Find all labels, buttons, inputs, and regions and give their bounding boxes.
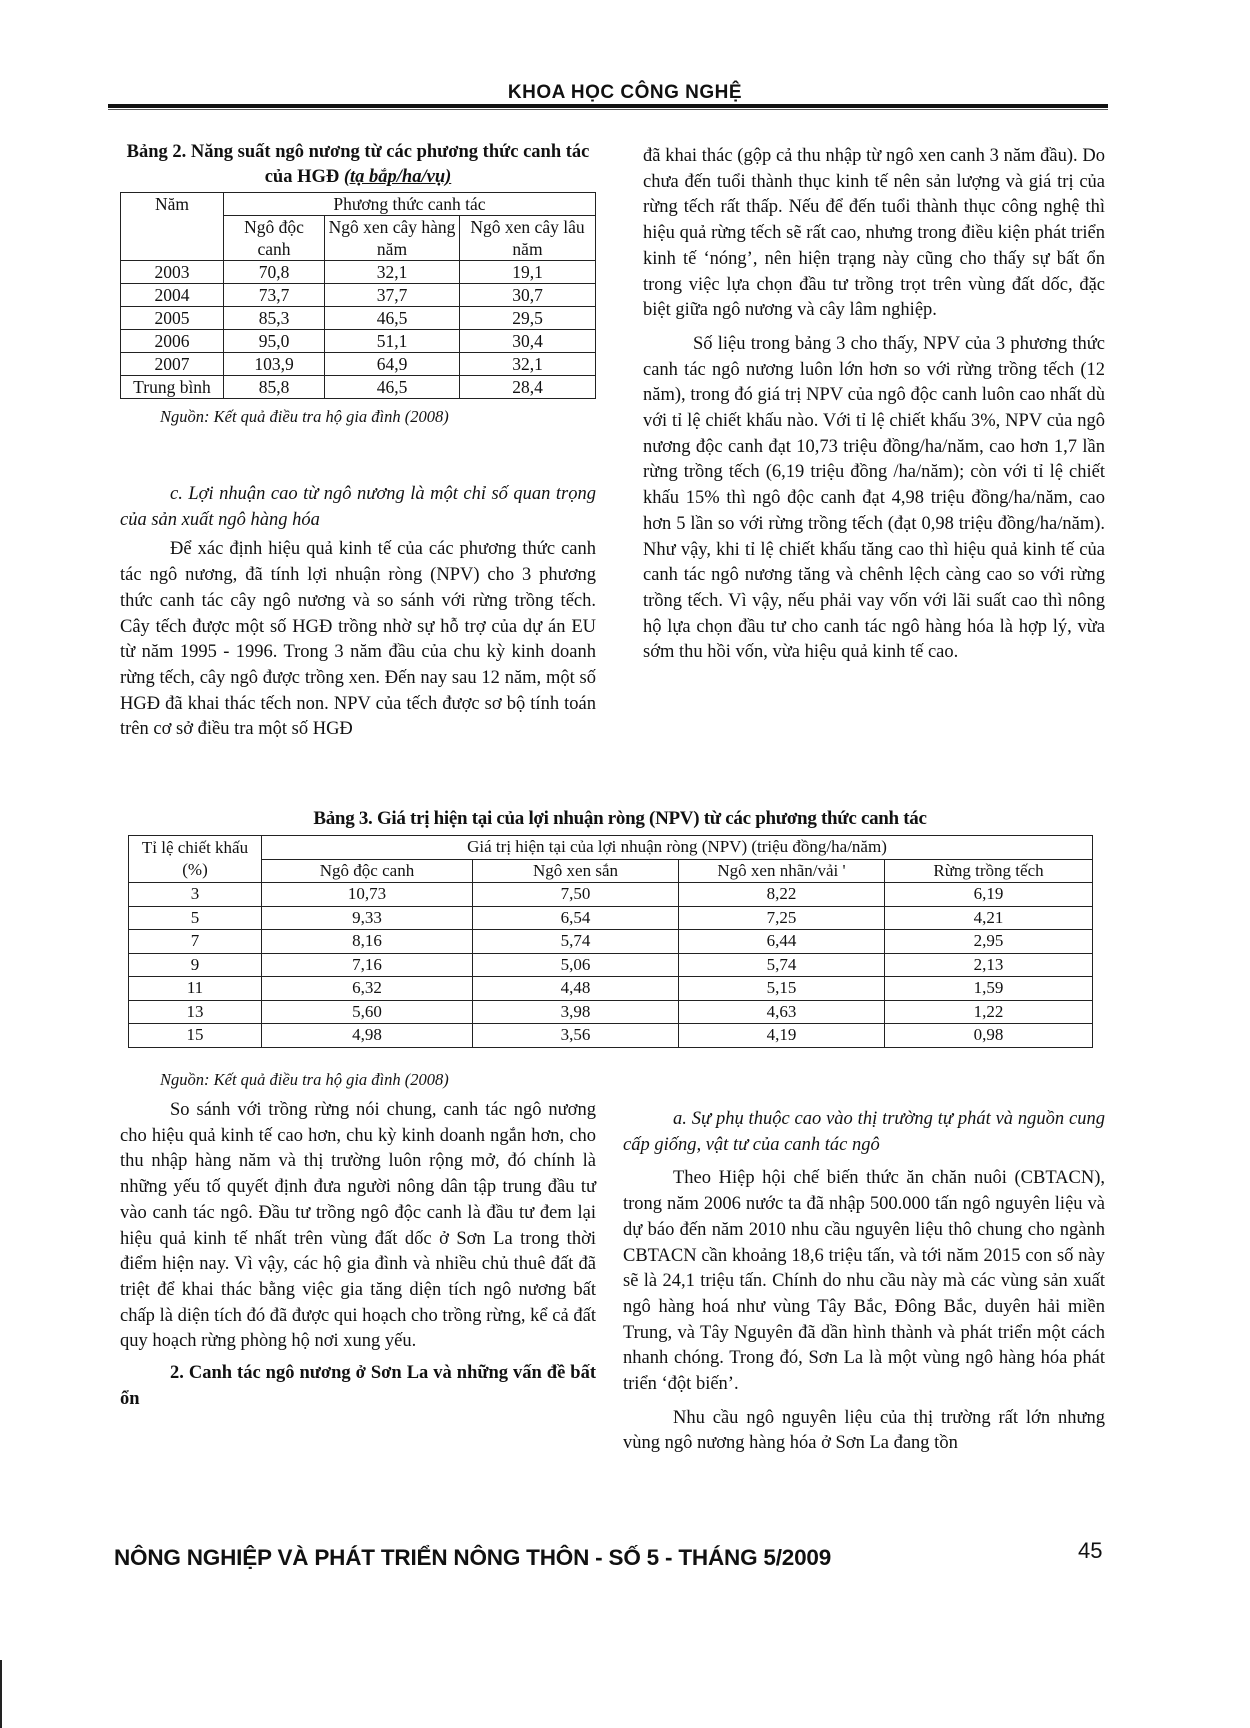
table2-value-cell: 30,4: [460, 330, 596, 353]
table2-year-cell: 2006: [121, 330, 224, 353]
table2-row: [121, 284, 596, 307]
table2-value-cell: 32,1: [460, 353, 596, 376]
right-column-upper: [643, 144, 1105, 666]
table3-row: [129, 953, 1093, 977]
table2-row: [121, 307, 596, 330]
table3: [128, 835, 1093, 1048]
table3-rate-cell: 7: [129, 930, 262, 954]
table3-value-cell: 1,22: [885, 1000, 1093, 1024]
table2-source: Nguồn: Kết quả điều tra hộ gia đình (2008): [160, 407, 449, 426]
left-column-lower: [120, 1098, 596, 1412]
table2-year-cell: 2003: [121, 261, 224, 284]
table2-unit: (tạ bắp/ha/vụ): [343, 167, 452, 187]
header-rule-thin: [108, 109, 1108, 110]
table2-value-cell: 37,7: [325, 284, 460, 307]
table3-value-cell: 5,60: [262, 1000, 473, 1024]
table3-value-cell: 4,98: [262, 1024, 473, 1048]
table3-caption: Bảng 3. Giá trị hiện tại của lợi nhuận ròng (NPV) từ các phương thức canh tác: [313, 808, 927, 829]
table3-value-cell: 7,50: [473, 883, 679, 907]
table2-header-year: Năm: [121, 193, 224, 261]
table2-value-cell: 103,9: [224, 353, 325, 376]
table2-value-cell: 85,8: [224, 376, 325, 399]
table2-year-cell: 2004: [121, 284, 224, 307]
journal-footer: NÔNG NGHIỆP VÀ PHÁT TRIỂN NÔNG THÔN - SỐ 5 - THÁNG 5/2009: [114, 1545, 832, 1570]
table3-value-cell: 8,16: [262, 930, 473, 954]
table3-row: [129, 906, 1093, 930]
table3-rate-cell: 11: [129, 977, 262, 1001]
header-rule: [108, 104, 1108, 108]
table2-value-cell: 70,8: [224, 261, 325, 284]
right-column-lower: [623, 1107, 1105, 1457]
table2-value-cell: 30,7: [460, 284, 596, 307]
table3-row: [129, 977, 1093, 1001]
left-column-upper: [120, 482, 596, 743]
table2-value-cell: 32,1: [325, 261, 460, 284]
table2-value-cell: 73,7: [224, 284, 325, 307]
table2-value-cell: 28,4: [460, 376, 596, 399]
table3-value-cell: 4,63: [679, 1000, 885, 1024]
subheading-c: c. Lợi nhuận cao từ ngô nương là một chỉ số quan trọng của sản xuất ngô hàng hóa: [120, 484, 596, 530]
table2: [120, 192, 596, 399]
table3-header-rate: Tỉ lệ chiết khấu (%): [129, 836, 262, 883]
table3-value-cell: 8,22: [679, 883, 885, 907]
paragraph: Nhu cầu ngô nguyên liệu của thị trường rất lớn nhưng vùng ngô nương hàng hóa ở Sơn La đang tồn: [623, 1407, 1105, 1454]
table2-caption: Bảng 2. Năng suất ngô nương từ các phương thức canh tác của HGĐ (tạ bắp/ha/vụ): [126, 142, 590, 187]
table3-value-cell: 2,13: [885, 953, 1093, 977]
table3-col-header: Ngô độc canh: [262, 859, 473, 883]
section-header: KHOA HỌC CÔNG NGHỆ: [507, 82, 743, 103]
table2-year-cell: Trung bình: [121, 376, 224, 399]
table3-value-cell: 6,19: [885, 883, 1093, 907]
table2-block: [120, 140, 596, 427]
table2-value-cell: 95,0: [224, 330, 325, 353]
table3-block: [128, 835, 1093, 1048]
table3-value-cell: 5,06: [473, 953, 679, 977]
table3-row: [129, 1000, 1093, 1024]
table2-year-cell: 2005: [121, 307, 224, 330]
table3-source: Nguồn: Kết quả điều tra hộ gia đình (2008): [160, 1070, 449, 1089]
table2-col-header: Ngô xen cây lâu năm: [460, 216, 596, 261]
table2-col-header: Ngô độc canh: [224, 216, 325, 261]
paragraph: So sánh với trồng rừng nói chung, canh tác ngô nương cho hiệu quả kinh tế cao hơn, chu kỳ kinh doanh ngắn hơn, cho thu nhập hàng năm và thị trường luôn rộng mở, đó chính là những yếu tố quyết định đưa người nông dân tập trung đầu tư vào canh tác ngô. Đầu tư trồng ngô độc canh là đầu tư đem lại hiệu quả kinh tế nhất trên vùng đất dốc ở Sơn La trong thời điểm hiện nay. Vì vậy, các hộ gia đình và nhiều chủ thuê đất đã triệt để khai thác bằng việc gia tăng diện tích ngô nương bất chấp là diện tích đó đã được qui hoạch cho trồng rừng, kể cả đất quy hoạch rừng phòng hộ nơi xung yếu.: [120, 1100, 596, 1352]
table2-row: [121, 376, 596, 399]
subheading-a: a. Sự phụ thuộc cao vào thị trường tự phát và nguồn cung cấp giống, vật tư của canh tác ngô: [623, 1109, 1105, 1155]
table3-row: [129, 1024, 1093, 1048]
table2-col-header: Ngô xen cây hàng năm: [325, 216, 460, 261]
table3-rate-cell: 5: [129, 906, 262, 930]
table3-row: [129, 930, 1093, 954]
paragraph: Số liệu trong bảng 3 cho thấy, NPV của 3 phương thức canh tác ngô nương luôn lớn hơn so với rừng trồng tếch (12 năm), trong đó giá trị NPV của ngô độc canh luôn cao nhất dù với tỉ lệ chiết khấu nào. Với tỉ lệ chiết khấu 3%, NPV của ngô nương độc canh đạt 10,73 triệu đồng/ha/năm, cao hơn 1,7 lần rừng trồng tếch (6,19 triệu đồng /ha/năm); còn với tỉ lệ chiết khấu 15% thì ngô độc canh đạt 4,98 triệu đồng/ha/năm, cao hơn 5 lần so với rừng trồng tếch (đạt 0,98 triệu đồng/ha/năm). Như vậy, khi tỉ lệ chiết khấu tăng cao thì hiệu quả kinh tế của canh tác ngô nương tăng và chênh lệch càng cao so với rừng trồng tếch. Vì vậy, nếu phải vay vốn với lãi suất cao thì nông hộ lựa chọn đầu tư cho canh tác ngô hàng hóa là hợp lý, vừa sớm thu hồi vốn, vừa hiệu quả kinh tế cao.: [643, 333, 1105, 663]
page-number: 45: [1078, 1538, 1103, 1563]
table3-group-header: Giá trị hiện tại của lợi nhuận ròng (NPV) (triệu đồng/ha/năm): [262, 836, 1093, 860]
table3-col-header: Rừng trồng tếch: [885, 859, 1093, 883]
table3-rate-cell: 9: [129, 953, 262, 977]
table3-value-cell: 1,59: [885, 977, 1093, 1001]
table2-value-cell: 29,5: [460, 307, 596, 330]
paragraph: Để xác định hiệu quả kinh tế của các phương thức canh tác ngô nương, đã tính lợi nhuận ròng (NPV) cho 3 phương thức canh tác cây ngô nương và so sánh với rừng trồng tếch. Cây tếch được một số HGĐ trồng nhờ sự hỗ trợ của dự án EU từ năm 1995 - 1996. Trong 3 năm đầu của chu kỳ kinh doanh rừng tếch, cây ngô được trồng xen. Đến nay sau 12 năm, một số HGĐ đã khai thác tếch non. NPV của tếch được sơ bộ tính toán trên cơ sở điều tra một số HGĐ: [120, 539, 596, 740]
paragraph: đã khai thác (gộp cả thu nhập từ ngô xen canh 3 năm đầu). Do chưa đến tuổi thành thục kinh tế nên sản lượng và giá trị của rừng tếch rất thấp. Nếu để đến tuổi thành thục công nghệ thì hiệu quả rừng tếch sẽ rất cao, nhưng trong điều kiện phát triển kinh tế ‘nóng’, nên hiện trạng này cũng cho thấy sự bất ổn trong việc lựa chọn đầu tư trồng trọt trên vùng đất dốc, đặc biệt giữa ngô nương và cây lâm nghiệp.: [643, 146, 1105, 321]
table3-value-cell: 0,98: [885, 1024, 1093, 1048]
table3-col-header: Ngô xen nhãn/vải ': [679, 859, 885, 883]
table3-value-cell: 3,56: [473, 1024, 679, 1048]
table3-value-cell: 9,33: [262, 906, 473, 930]
table2-row: [121, 353, 596, 376]
table3-value-cell: 2,95: [885, 930, 1093, 954]
table2-row: [121, 261, 596, 284]
table3-value-cell: 10,73: [262, 883, 473, 907]
table3-value-cell: 6,32: [262, 977, 473, 1001]
table3-row: [129, 883, 1093, 907]
table2-value-cell: 46,5: [325, 376, 460, 399]
table2-value-cell: 19,1: [460, 261, 596, 284]
table2-value-cell: 51,1: [325, 330, 460, 353]
section-heading-2: 2. Canh tác ngô nương ở Sơn La và những vấn đề bất ổn: [120, 1363, 596, 1409]
table3-value-cell: 5,15: [679, 977, 885, 1001]
table3-value-cell: 7,25: [679, 906, 885, 930]
table3-value-cell: 5,74: [679, 953, 885, 977]
table2-year-cell: 2007: [121, 353, 224, 376]
table2-group-header: Phương thức canh tác: [224, 193, 596, 216]
table3-col-header: Ngô xen sắn: [473, 859, 679, 883]
table3-rate-cell: 13: [129, 1000, 262, 1024]
table3-value-cell: 6,54: [473, 906, 679, 930]
table2-value-cell: 46,5: [325, 307, 460, 330]
table3-value-cell: 4,19: [679, 1024, 885, 1048]
table3-value-cell: 4,48: [473, 977, 679, 1001]
table3-rate-cell: 3: [129, 883, 262, 907]
table2-row: [121, 330, 596, 353]
table2-value-cell: 85,3: [224, 307, 325, 330]
table3-value-cell: 3,98: [473, 1000, 679, 1024]
scan-edge-mark: [0, 1660, 2, 1728]
table3-rate-cell: 15: [129, 1024, 262, 1048]
table3-value-cell: 6,44: [679, 930, 885, 954]
table2-value-cell: 64,9: [325, 353, 460, 376]
paragraph: Theo Hiệp hội chế biến thức ăn chăn nuôi (CBTACN), trong năm 2006 nước ta đã nhập 500.000 tấn ngô nguyên liệu và dự báo đến năm 2010 nhu cầu nguyên liệu thô chung cho ngành CBTACN cần khoảng 18,6 triệu tấn, và tới năm 2015 con số này sẽ là 24,1 triệu tấn. Chính do nhu cầu này mà các vùng sản xuất ngô hàng hoá như vùng Tây Bắc, Đông Bắc, duyên hải miền Trung, và Tây Nguyên đã dần hình thành và phát triển một cách nhanh chóng. Trong đó, Sơn La là một vùng ngô hàng hóa phát triển ‘đột biến’.: [623, 1168, 1105, 1395]
table3-value-cell: 7,16: [262, 953, 473, 977]
table3-value-cell: 4,21: [885, 906, 1093, 930]
table3-value-cell: 5,74: [473, 930, 679, 954]
